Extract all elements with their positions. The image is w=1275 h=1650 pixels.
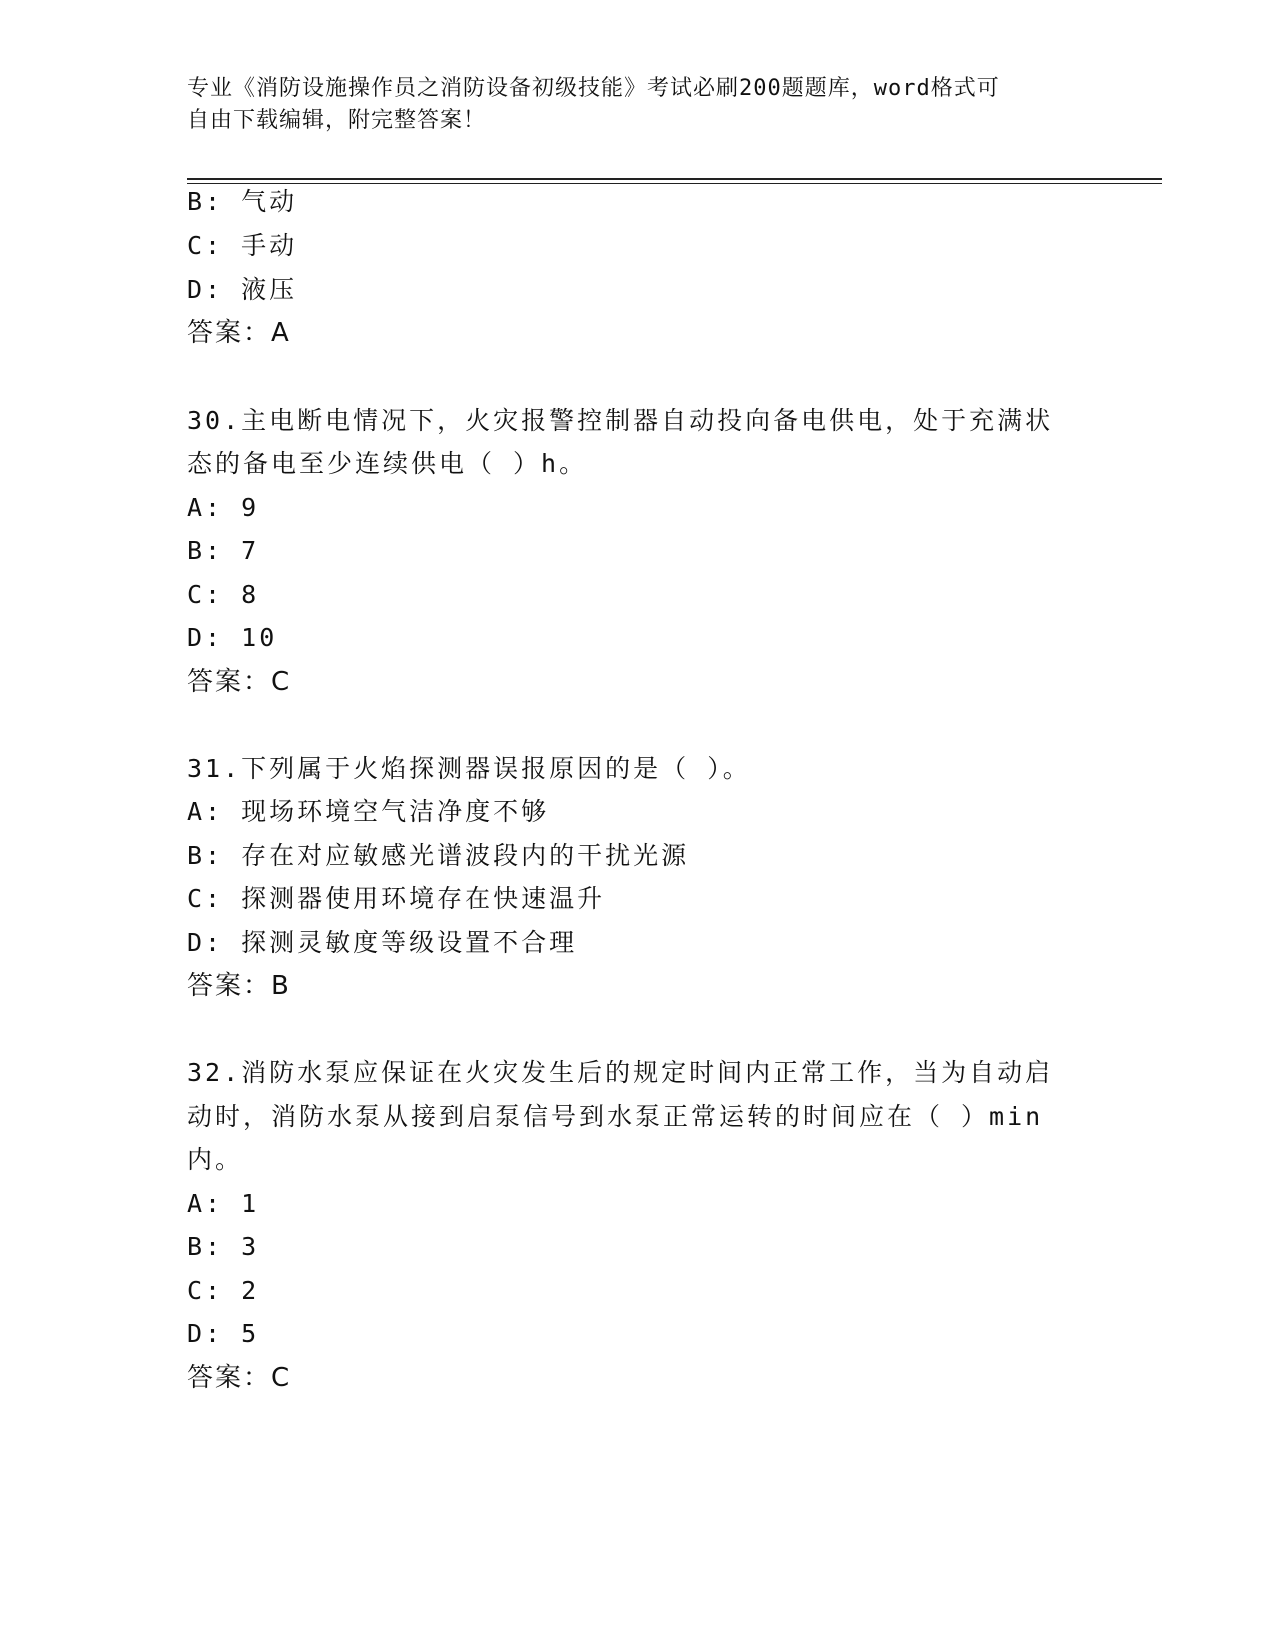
document-header <box>187 73 1087 137</box>
q32-option-d: D: 5 <box>187 1319 260 1348</box>
q32-option-c: C: 2 <box>187 1276 260 1305</box>
prev-answer: 答案：A <box>187 318 291 348</box>
q32-answer: 答案：C <box>187 1363 292 1393</box>
q30-option-b: B: 7 <box>187 536 260 565</box>
prev-option-c: C: 手动 <box>187 231 298 260</box>
q32-stem-line-3: 内。 <box>187 1145 244 1174</box>
q31-stem-line-1: 31.下列属于火焰探测器误报原因的是（ ）。 <box>187 754 751 783</box>
q31-answer: 答案：B <box>187 971 291 1001</box>
q31-option-c: C: 探测器使用环境存在快速温升 <box>187 884 606 913</box>
header-divider-thin <box>187 183 1162 184</box>
q31-option-b: B: 存在对应敏感光谱波段内的干扰光源 <box>187 841 690 870</box>
q32-option-a: A: 1 <box>187 1189 260 1218</box>
q30-stem-line-2: 态的备电至少连续供电（ ）h。 <box>187 449 588 478</box>
prev-option-b: B: 气动 <box>187 187 298 216</box>
q30-stem-line-1: 30.主电断电情况下，火灾报警控制器自动投向备电供电，处于充满状 <box>187 406 1054 435</box>
q30-option-a: A: 9 <box>187 493 260 522</box>
q32-option-b: B: 3 <box>187 1232 260 1261</box>
prev-option-d: D: 液压 <box>187 275 298 304</box>
q30-option-c: C: 8 <box>187 580 260 609</box>
q32-stem-line-1: 32.消防水泵应保证在火灾发生后的规定时间内正常工作，当为自动启 <box>187 1058 1054 1087</box>
q30-option-d: D: 10 <box>187 623 278 652</box>
q31-option-d: D: 探测灵敏度等级设置不合理 <box>187 928 578 957</box>
header-divider-thick <box>187 178 1162 180</box>
header-line-2: 自由下载编辑，附完整答案！ <box>187 108 487 133</box>
q30-answer: 答案：C <box>187 667 292 697</box>
q31-option-a: A: 现场环境空气洁净度不够 <box>187 797 550 826</box>
q32-stem-line-2: 动时，消防水泵从接到启泵信号到水泵正常运转的时间应在（ ）min <box>187 1102 1044 1131</box>
header-line-1: 专业《消防设施操作员之消防设备初级技能》考试必刷200题题库，word格式可 <box>187 76 1000 101</box>
